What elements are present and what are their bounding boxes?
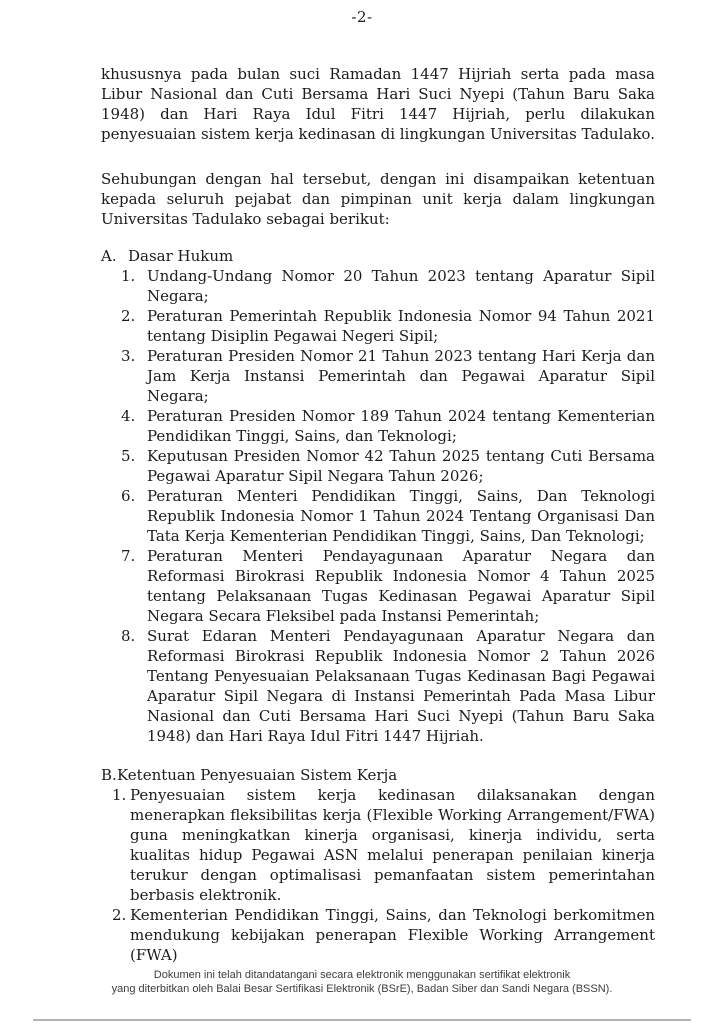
- section-b-label: B.: [101, 766, 117, 784]
- item-number: 8.: [121, 627, 136, 645]
- item-text: Peraturan Presiden Nomor 21 Tahun 2023 tentang Hari Kerja dan Jam Kerja Instansi Pemerintah dan Pegawai Aparatur Sipil Negara;: [147, 347, 655, 405]
- section-a-heading: [101, 246, 655, 266]
- list-item: [121, 306, 655, 346]
- item-number: 2.: [121, 307, 136, 325]
- item-text: Undang-Undang Nomor 20 Tahun 2023 tentang Aparatur Sipil Negara;: [147, 267, 655, 305]
- list-item: [121, 346, 655, 406]
- list-item: [121, 406, 655, 446]
- item-text: Keputusan Presiden Nomor 42 Tahun 2025 tentang Cuti Bersama Pegawai Aparatur Sipil Negara Tahun 2026;: [147, 447, 655, 485]
- section-a-label: A.: [101, 247, 117, 265]
- item-text: Peraturan Pemerintah Republik Indonesia Nomor 94 Tahun 2021 tentang Disiplin Pegawai Negeri Sipil;: [147, 307, 655, 345]
- section-ketentuan-penyesuaian: [101, 765, 655, 965]
- ketentuan-list: [101, 785, 655, 965]
- section-b-title: Ketentuan Penyesuaian Sistem Kerja: [117, 766, 398, 784]
- page-number: -2-: [351, 8, 373, 26]
- item-text: Peraturan Menteri Pendayagunaan Aparatur Negara dan Reformasi Birokrasi Republik Indonesia Nomor 4 Tahun 2025 tentang Pelaksanaan Tugas Kedinasan Pegawai Aparatur Sipil Negara Secara Fleksibel pada Instansi Pemerintah;: [147, 547, 655, 625]
- list-item: [121, 626, 655, 746]
- item-number: 1.: [112, 786, 127, 804]
- item-number: 7.: [121, 547, 136, 565]
- list-item: [112, 785, 655, 905]
- item-number: 2.: [112, 906, 127, 924]
- electronic-signature-note: [0, 968, 724, 996]
- list-item: [121, 486, 655, 546]
- item-number: 5.: [121, 447, 136, 465]
- intro-paragraph-2: Sehubungan dengan hal tersebut, dengan ini disampaikan ketentuan kepada seluruh pejabat dan pimpinan unit kerja dalam lingkungan Universitas Tadulako sebagai berikut:: [101, 170, 655, 228]
- list-item: [121, 266, 655, 306]
- item-number: 1.: [121, 267, 136, 285]
- item-number: 4.: [121, 407, 136, 425]
- signature-note-line2: yang diterbitkan oleh Balai Besar Sertifikasi Elektronik (BSrE), Badan Siber dan Sandi Negara (BSSN).: [111, 983, 613, 995]
- document-body: [101, 64, 655, 965]
- list-item: [121, 546, 655, 626]
- list-item: [121, 446, 655, 486]
- intro-paragraph-1: khususnya pada bulan suci Ramadan 1447 Hijriah serta pada masa Libur Nasional dan Cuti Bersama Hari Suci Nyepi (Tahun Baru Saka 1948) dan Hari Raya Idul Fitri 1447 Hijriah, perlu dilakukan penyesuaian sistem kerja kedinasan di lingkungan Universitas Tadulako.: [101, 65, 655, 143]
- item-text: Penyesuaian sistem kerja kedinasan dilaksanakan dengan menerapkan fleksibilitas kerja (Flexible Working Arrangement/FWA) guna meningkatkan kinerja organisasi, kinerja individu, serta kualitas hidup Pegawai ASN melalui penerapan penilaian kinerja terukur dengan optimalisasi pemanfaatan sistem pemerintahan berbasis elektronik.: [130, 786, 655, 904]
- section-a-title: Dasar Hukum: [128, 247, 234, 265]
- legal-basis-list: [101, 266, 655, 746]
- signature-note-line1: Dokumen ini telah ditandatangani secara elektronik menggunakan sertifikat elektronik: [153, 969, 571, 981]
- footer-divider: [33, 1019, 691, 1021]
- item-text: Peraturan Presiden Nomor 189 Tahun 2024 tentang Kementerian Pendidikan Tinggi, Sains, dan Teknologi;: [147, 407, 655, 445]
- item-text: Peraturan Menteri Pendidikan Tinggi, Sains, Dan Teknologi Republik Indonesia Nomor 1 Tahun 2024 Tentang Organisasi Dan Tata Kerja Kementerian Pendidikan Tinggi, Sains, Dan Teknologi;: [147, 487, 655, 545]
- item-text: Surat Edaran Menteri Pendayagunaan Aparatur Negara dan Reformasi Birokrasi Republik Indonesia Nomor 2 Tahun 2026 Tentang Penyesuaian Pelaksanaan Tugas Kedinasan Bagi Pegawai Aparatur Sipil Negara di Instansi Pemerintah Pada Masa Libur Nasional dan Cuti Bersama Hari Suci Nyepi (Tahun Baru Saka 1948) dan Hari Raya Idul Fitri 1447 Hijriah.: [147, 627, 655, 745]
- list-item: [112, 905, 655, 965]
- item-text: Kementerian Pendidikan Tinggi, Sains, dan Teknologi berkomitmen mendukung kebijakan penerapan Flexible Working Arrangement (FWA): [130, 906, 655, 964]
- item-number: 3.: [121, 347, 136, 365]
- item-number: 6.: [121, 487, 136, 505]
- section-dasar-hukum: [101, 246, 655, 746]
- section-b-heading: [101, 765, 655, 785]
